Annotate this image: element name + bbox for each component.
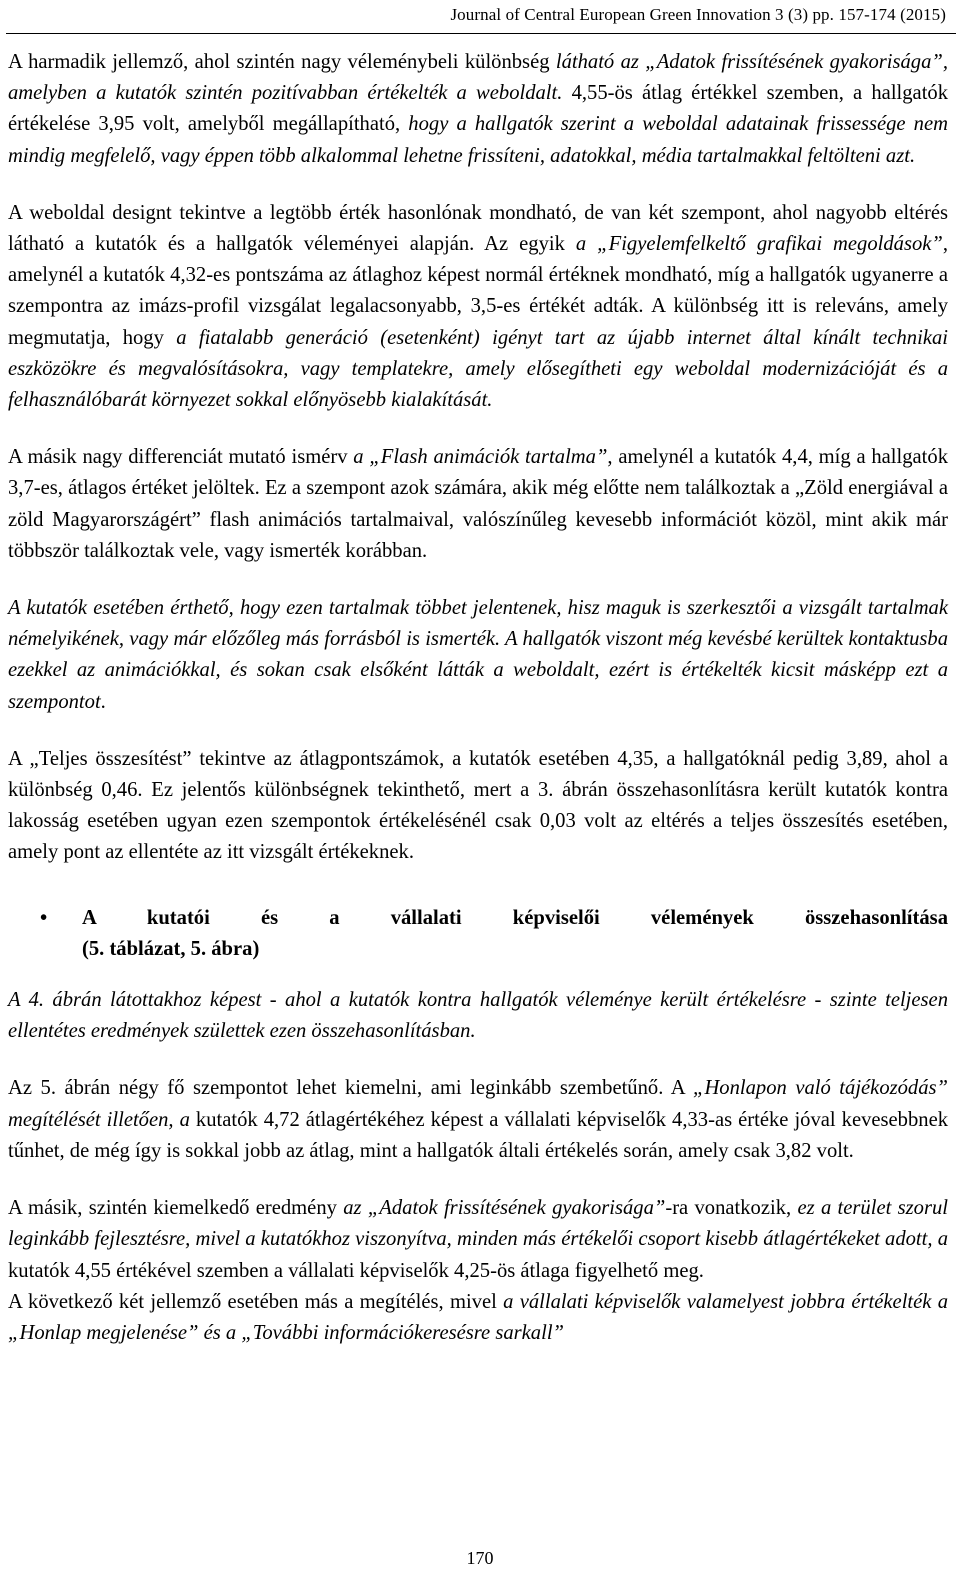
text-segment: . [100,690,106,713]
paragraph [8,593,948,718]
text-segment: A „Teljes összesítést” tekintve az átlagpontszámok, a kutatók esetében 4,35, a hallgatóknál pedig 3,89, ahol a különbség 0,46. Ez jelentős különbségnek tekinthető, mert a 3. ábrán összehasonlításra került kutatók kontra lakosság esetében ugyan ezen szempontok értékelésénél csak 0,03 volt az eltérés a teljes összesítés esetében, amely pont az ellentéte az itt vizsgált értékeknek. [8,747,948,864]
paragraph [8,198,948,416]
text-segment: 4,55-ös átlag értékkel szemben, a hallgatók értékelése 3,95 volt, amelyből megállapítható, [8,82,949,136]
text-segment: A weboldal designt tekintve a legtöbb érték hasonlónak mondható, de van két szempont, ahol nagyobb eltérés látható a kutatók és a hallgatók véleményei alapján. Az egyik [8,201,948,256]
bullet-marker: • [40,906,48,929]
italic-text-segment: a fiatalabb generáció (esetenként) igényt tart az újabb internet által kínált technikai eszközökre és megvalósításokra, vagy templatekre, amely elősegítheti egy weboldal modernizációját és a felhasználóbarát környezet sokkal előnyösebb kialakítását. [8,326,948,412]
page-number: 170 [466,1548,494,1568]
italic-text-segment: „Honlapon való tájékozódás” megítélését illetően, a [8,1077,948,1131]
italic-text-segment: látható az „Adatok frissítésének gyakorisága”, amelyben a kutatók szintén pozitívabban értékelték a weboldalt. [8,51,948,105]
paragraph [8,1073,948,1167]
text-segment: A másik, szintén kiemelkedő eredmény [8,1197,344,1220]
italic-text-segment: A 4. ábrán látottakhoz képest - ahol a kutatók kontra hallgatók véleménye került értékelésre - szinte teljesen ellentétes eredmények születtek ezen összehasonlításban. [8,989,948,1043]
text-segment: , amelynél a kutatók 4,32-es pontszáma az átlaghoz képest normál értéknek mondható, míg a hallgatók ugyanerre a szempontra az imázs-profil vizsgálat legalacsonyabb, 3,5-es értékét adták. A különbség itt is releváns, amely megmutatja, hogy [8,233,949,349]
running-header: Journal of Central European Green Innovation 3 (3) pp. 157-174 (2015) [450,5,946,24]
paragraph-gap [8,567,948,593]
paragraph [8,1287,948,1349]
text-segment: -ra vonatkozik, [665,1197,798,1220]
italic-text-segment: a „Flash animációk tartalma” [353,446,608,469]
section-heading [8,903,948,965]
section-heading-text [70,903,948,965]
paragraph [8,1193,948,1287]
paragraph-gap [8,172,948,198]
section-heading-line1: A kutatói és a vállalati képviselői vélemények összehasonlítása [82,906,948,929]
text-segment: A következő két jellemző esetében más a megítélés, mivel [8,1290,504,1313]
italic-text-segment: a vállalati képviselők valamelyest jobbra értékelték a „Honlap megjelenése” és a „További információkeresésre sarkall” [8,1290,948,1344]
italic-text-segment: az „Adatok frissítésének gyakorisága” [343,1197,666,1220]
paragraph [8,744,948,869]
paragraph [8,442,948,567]
text-segment: , amelynél a kutatók 4,4, míg a hallgatók 3,7-es, átlagos értéket jelöltek. Ez a szempont azok számára, akik még előtte nem találkoztak a „Zöld energiával a zöld Magyarországért” flash animációs tartalmaival, valószínűleg kevesebb információt közöl, mint akik már többször találkoztak vele, vagy ismerték korábban. [8,446,948,562]
text-segment: kutatók 4,55 értékével szemben a vállalati képviselők 4,25-ös átlaga figyelhető meg. [8,1259,704,1282]
section-heading-line2: (5. táblázat, 5. ábra) [82,937,260,960]
italic-text-segment: ez a terület szorul leginkább fejlesztésre, mivel a kutatókhoz viszonyítva, minden más értékelői csoport kisebb átlagértékeket adott, a [8,1197,948,1251]
paragraph-gap [8,718,948,744]
paragraph-gap [8,1167,948,1193]
text-segment: A másik nagy differenciát mutató ismérv [8,446,354,469]
italic-text-segment: A kutatók esetében érthető, hogy ezen tartalmak többet jelentenek, hisz maguk is szerkesztői a vizsgált tartalmak némelyikének, vagy már előzőleg más forrásból is ismerték. A hallgatók viszont még kevésbé kerültek kontaktusba ezekkel az animációkkal, és sokan csak elsőként látták a weboldalt, ezért is értékelték kicsit másképp ezt a szempontot [8,597,948,713]
paragraph-gap [8,965,948,985]
body-content [8,47,948,1349]
header-rule [6,33,956,34]
paragraph-gap [8,869,948,903]
paragraph [8,985,948,1047]
paragraph-gap [8,1047,948,1073]
text-segment: kutatók 4,72 átlagértékéhez képest a vállalati képviselők 4,33-as értéke jóval kevesebbnek tűnhet, de még így is sokkal jobb az átlag, mint a hallgatók általi értékelés során, amely csak 3,82 volt. [8,1108,949,1162]
paragraph [8,47,948,172]
paragraph-gap [8,416,948,442]
text-segment: A harmadik jellemző, ahol szintén nagy véleménybeli különbség [8,51,556,73]
italic-text-segment: hogy a hallgatók szerint a weboldal adatainak frissessége nem mindig megfelelő, vagy éppen több alkalommal lehetne frissíteni, adatokkal, média tartalmakkal feltölteni azt. [8,113,948,167]
text-segment: Az 5. ábrán négy fő szempontot lehet kiemelni, ami leginkább szembetűnő. A [8,1077,693,1100]
italic-text-segment: a „Figyelemfelkeltő grafikai megoldások” [575,233,943,256]
